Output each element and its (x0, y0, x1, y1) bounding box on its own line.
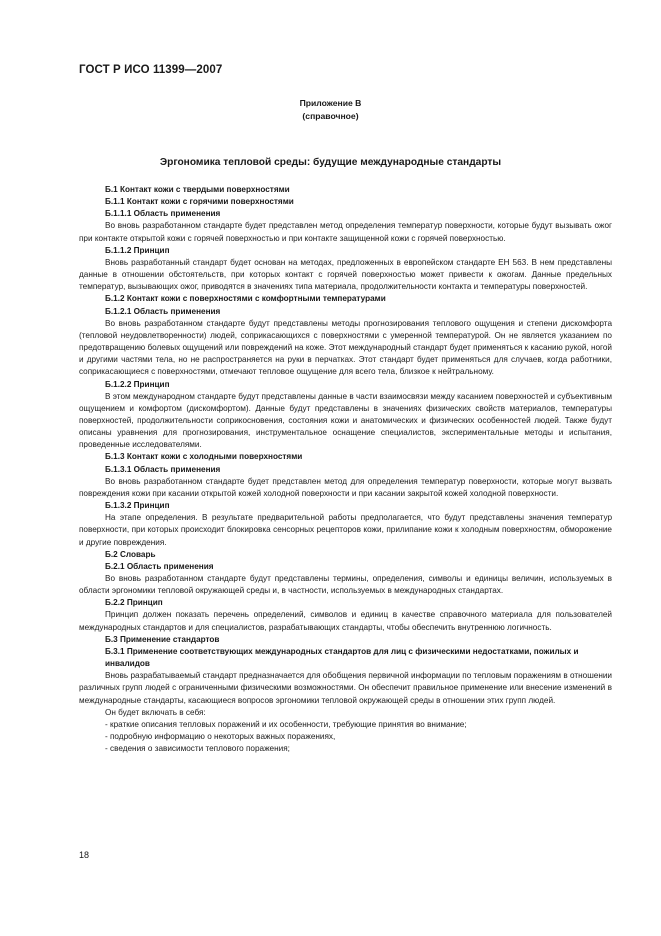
appendix-title: Приложение В (299, 98, 362, 108)
page-number: 18 (79, 850, 90, 860)
section-heading: Б.1.3.2 Принцип (105, 501, 170, 511)
paragraph: Во вновь разработанном стандарте будет представлен метод для определения температур поверхности, которые могут вызвать повреждения кожи при касании открытой кожей холодной поверхности и при касании закрытой кожей холодной поверхности. (79, 476, 612, 498)
paragraph: На этапе определения. В результате предварительной работы предполагается, что будут представлены значения температур поверхности, при которых происходит блокировка сенсорных рецепторов кожи, прилипание кожи к холодным поверхностям, обморожение и другие повреждения. (79, 513, 612, 547)
document-body (79, 184, 612, 755)
section-heading: Б.3.1 Применение соответствующих международных стандартов для лиц с физическими недостатками, пожилых и инвалидов (105, 646, 579, 669)
paragraph: В этом международном стандарте будут представлены данные в части взаимосвязи между касанием поверхностей и субъективным ощущением и комфортом (дискомфортом). Данные будут представлены в значениях физических свойств материалов, температуры поверхностей, продолжительности соприкосновения, состояния кожи и анатомических и физических особенностей людей. Также будут описаны уравнения для прогнозирования, инструментальное оснащение специалистов, экспериментальные методы и испытания, проведенные исследователями. (79, 391, 612, 450)
paragraph: Во вновь разработанном стандарте будет представлен метод определения температур поверхности, которые будут вызывать ожог при контакте открытой кожи с горячей поверхностью и при контакте защищенной кожи с горячей поверхностью. (79, 221, 612, 243)
list-item: - сведения о зависимости теплового поражения; (105, 744, 290, 754)
section-heading: Б.1 Контакт кожи с твердыми поверхностями (105, 185, 290, 194)
section-heading: Б.1.3.1 Область применения (105, 464, 221, 474)
section-heading: Б.1.3 Контакт кожи с холодными поверхностями (105, 452, 303, 462)
paragraph: Во вновь разработанном стандарте будут представлены термины, определения, символы и единицы величин, используемых в области эргономики тепловой окружающей среды и, в частности, используемых в международных стандартах. (79, 574, 612, 596)
section-heading: Б.1.1.2 Принцип (105, 245, 170, 255)
paragraph: Принцип должен показать перечень определений, символов и единиц в качестве справочного материала для пользователей международных стандартов и для специалистов, разрабатывающих стандарты, чтобы обеспечить внутреннюю логичность. (79, 610, 612, 632)
section-heading: Б.2.2 Принцип (105, 598, 163, 608)
appendix-note: (справочное) (302, 111, 359, 121)
section-heading: Б.2 Словарь (105, 549, 156, 559)
list-item: - краткие описания тепловых поражений и их особенности, требующие принятия во внимание; (105, 719, 467, 729)
section-heading: Б.1.1 Контакт кожи с горячими поверхностями (105, 197, 294, 207)
list-item: - подробную информацию о некоторых важных поражениях, (105, 732, 336, 742)
paragraph: Во вновь разработанном стандарте будут представлены методы прогнозирования теплового ощущения и степени дискомфорта (тепловой неудовлетворенности) людей, соприкасающихся с поверхностями с умеренной температурой. Он не является указанием по предотвращению болевых ощущений или повреждений на коже. Этот международный стандарт будет применяться к касанию рукой, ногой и другими частями тела, но не распространяется на руки в перчатках. Этот стандарт будет применяться для случаев, когда работники, соприкасающиеся с поверхностями, отмечают тепловое ощущение для всего тела, близкое к нейтральному. (79, 318, 612, 377)
section-heading: Б.1.1.1 Область применения (105, 209, 221, 219)
standard-header: ГОСТ Р ИСО 11399—2007 (79, 64, 223, 76)
paragraph: Вновь разрабатываемый стандарт предназначается для обобщения первичной информации по тепловым поражениям в отношении различных групп людей с ограниченными физическими возможностями. Он обеспечит правильное применение или внесение изменений в международные стандарты, касающиеся вопросов эргономики тепловой окружающей среды в отношении этих групп людей. (79, 671, 612, 705)
paragraph: Вновь разработанный стандарт будет основан на методах, предложенных в европейском стандарте ЕН 563. В нем представлены данные в отношении обстоятельств, при которых контакт с горячей поверхностью может привести к ожогам. Данные предельных температур, вызывающих ожог, приводятся в значениях типа материала, продолжительности контакта и температуры поверхностей. (79, 257, 612, 292)
paragraph: Он будет включать в себя: (105, 707, 206, 717)
section-heading: Б.1.2.2 Принцип (105, 379, 170, 389)
section-heading: Б.1.2 Контакт кожи с поверхностями с комфортными температурами (105, 294, 386, 304)
section-heading: Б.2.1 Область применения (105, 561, 214, 571)
document-title: Эргономика тепловой среды: будущие международные стандарты (159, 157, 502, 168)
section-heading: Б.3 Применение стандартов (105, 634, 220, 644)
section-heading: Б.1.2.1 Область применения (105, 306, 221, 316)
